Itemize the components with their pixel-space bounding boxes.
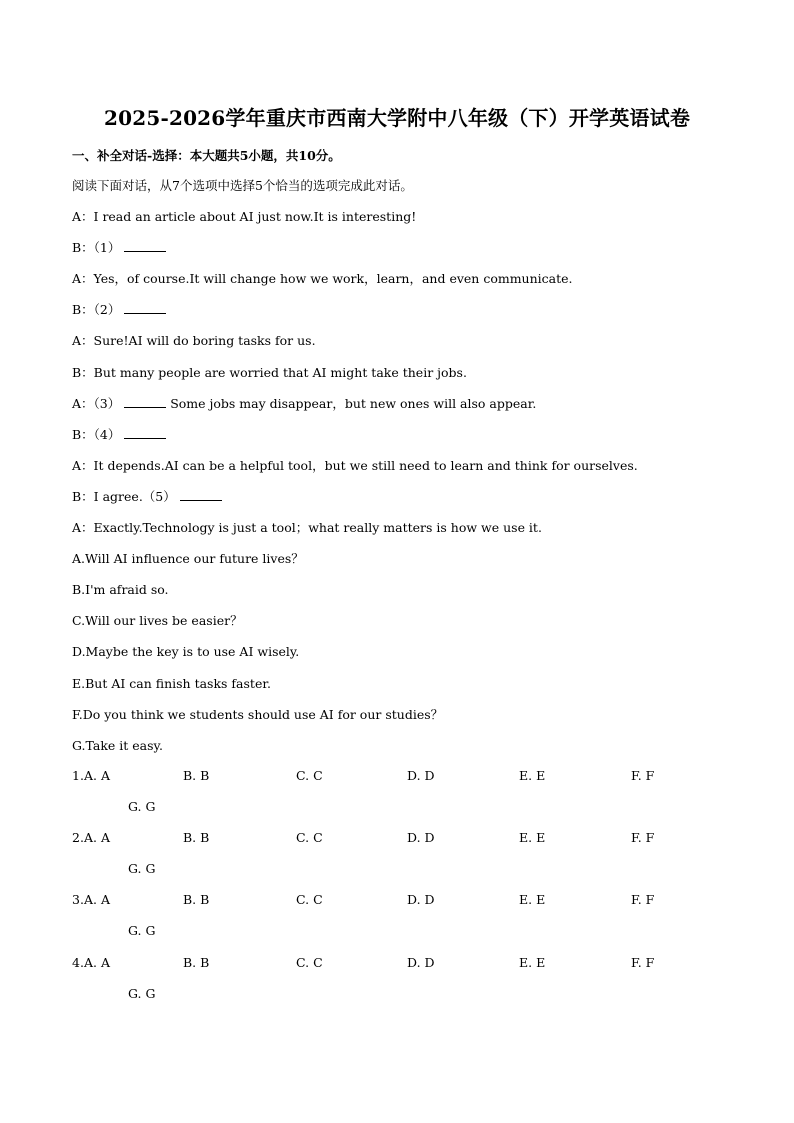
answer-option[interactable]: C. C [296,768,323,783]
dialogue-text: B：I agree.（5） [72,488,176,504]
question-row-continued [72,984,722,1015]
instruction-text: 阅读下面对话，从7个选项中选择5个恰当的选项完成此对话。 [72,178,413,193]
dialogue-text: B：（1） [72,240,121,256]
answer-option[interactable]: E. E [519,892,546,908]
question-row-continued [72,921,722,952]
dialogue-text: A：Sure!AI will do boring tasks for us. [72,333,316,349]
answer-blank[interactable] [124,300,166,314]
dialogue-text: B：（4） [72,426,121,442]
answer-option[interactable]: D. D [407,954,435,970]
answer-blank[interactable] [180,487,222,501]
dialogue-line [72,300,722,331]
dialogue-text: B：（2） [72,302,121,318]
answer-option[interactable]: F. F [631,954,655,970]
question-row [72,828,722,859]
answer-option[interactable]: F. F [631,768,655,783]
dialogue-text: A：Exactly.Technology is just a tool；what really matters is how we use it. [72,520,542,536]
choice-option: F.Do you think we students should use AI for our studies？ [72,706,444,722]
answer-option[interactable]: B. B [183,830,210,846]
answer-option[interactable]: A. A [84,892,111,908]
dialogue-text-after: Some jobs may disappear，but new ones will also appear. [166,395,537,411]
question-number: 3. [72,892,84,908]
answer-option[interactable]: D. D [407,768,435,783]
question-row [72,766,722,797]
dialogue-line [72,207,722,238]
answer-blank[interactable] [124,394,166,408]
answer-option[interactable]: G. G [128,985,156,1001]
choice-option: E.But AI can finish tasks faster. [72,675,271,691]
answer-option[interactable]: F. F [631,892,655,908]
answer-option[interactable]: D. D [407,892,435,908]
answer-option[interactable]: C. C [296,954,323,970]
dialogue-text: B：But many people are worried that AI might take their jobs. [72,364,467,380]
answer-option[interactable]: E. E [519,768,546,783]
section-heading: 一、补全对话-选择：本大题共5小题，共10分。 [72,148,341,163]
answer-option[interactable]: B. B [183,768,210,783]
answer-option[interactable]: A. A [84,830,111,846]
answer-option[interactable]: B. B [183,954,210,970]
dialogue-line [72,394,722,425]
dialogue-line [72,425,722,456]
dialogue-line [72,269,722,300]
answer-option[interactable]: A. A [84,954,111,970]
choice-option: B.I'm afraid so. [72,582,169,598]
dialogue-line [72,363,722,394]
answer-option[interactable]: A. A [84,768,111,783]
answer-option[interactable]: B. B [183,892,210,908]
choice-option: A.Will AI influence our future lives？ [72,551,304,567]
choice-option: D.Maybe the key is to use AI wisely. [72,644,300,660]
answer-option[interactable]: D. D [407,830,435,846]
question-list [72,766,722,1015]
dialogue-line [72,518,722,549]
choice-option: G.Take it easy. [72,737,163,753]
answer-option[interactable]: G. G [128,799,156,815]
choice-option: C.Will our lives be easier？ [72,613,243,629]
dialogue-line [72,238,722,269]
answer-blank[interactable] [124,238,166,252]
question-row-continued [72,797,722,828]
question-row-continued [72,859,722,890]
dialogue-line [72,331,722,362]
question-number: 2. [72,830,84,846]
answer-blank[interactable] [124,425,166,439]
dialogue-text: A：I read an article about AI just now.It is interesting! [72,209,417,225]
dialogue-text: A：Yes，of course.It will change how we work，learn，and even communicate. [72,271,573,287]
question-row [72,890,722,921]
question-row [72,953,722,984]
answer-option[interactable]: F. F [631,830,655,846]
dialogue-text: A：It depends.AI can be a helpful tool，but we still need to learn and think for ourselves. [72,457,638,473]
dialogue-line [72,487,722,518]
answer-option[interactable]: G. G [128,923,156,939]
answer-option[interactable]: C. C [296,830,323,846]
answer-option[interactable]: E. E [519,830,546,846]
question-number: 1. [72,768,84,783]
question-number: 4. [72,954,84,970]
dialogue-text: A：（3） [72,395,121,411]
exam-title: 2025-2026学年重庆市西南大学附中八年级（下）开学英语试卷 [103,106,691,130]
dialogue-line [72,456,722,487]
answer-option[interactable]: C. C [296,892,323,908]
answer-option[interactable]: E. E [519,954,546,970]
passage-lines [72,176,722,767]
answer-option[interactable]: G. G [128,861,156,877]
